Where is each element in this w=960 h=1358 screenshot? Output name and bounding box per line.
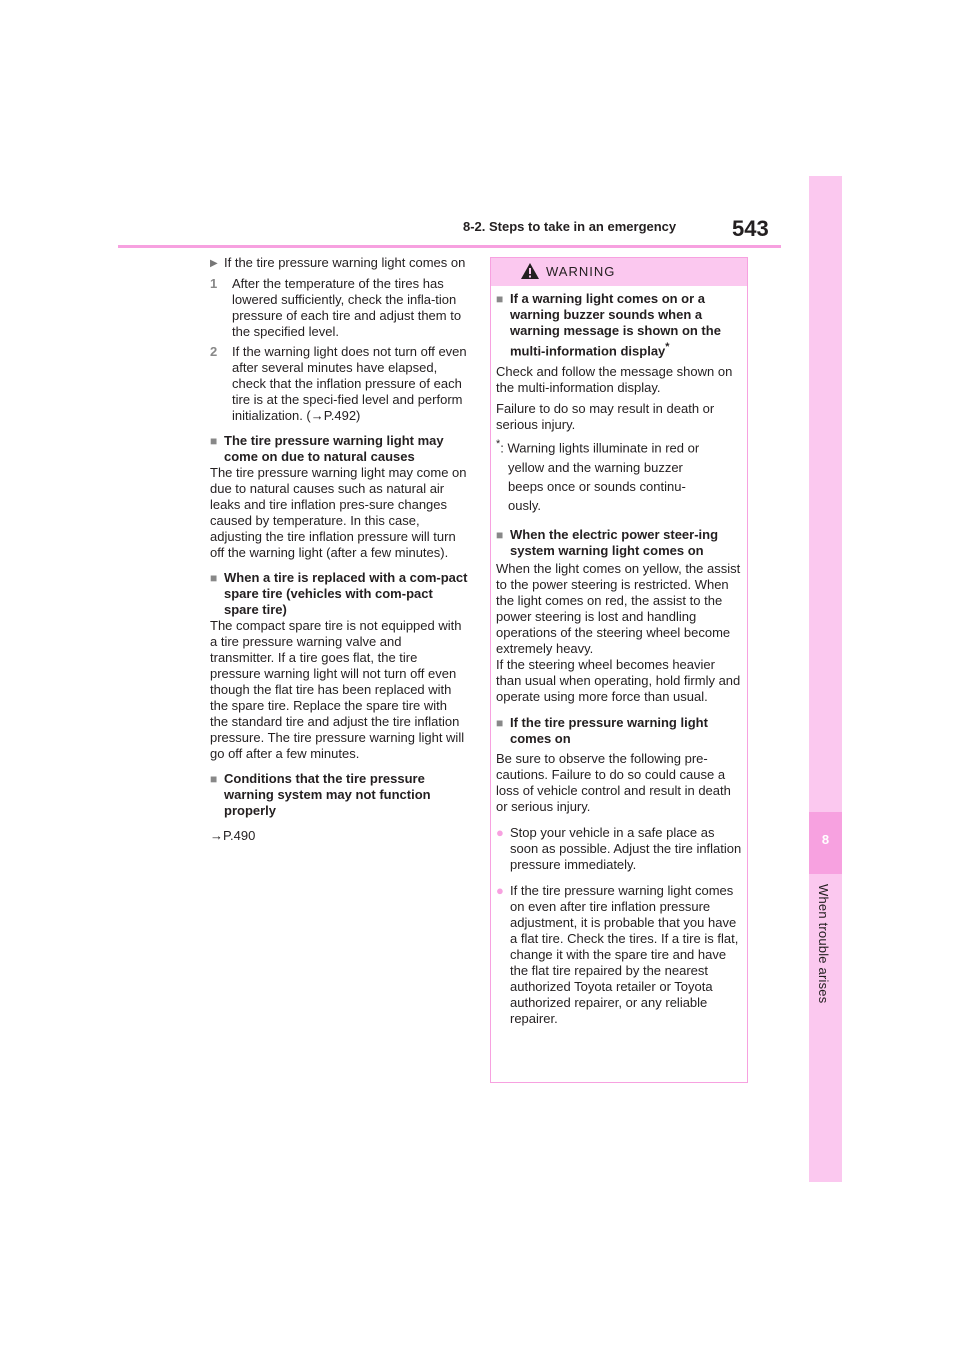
step-number: 2 xyxy=(210,344,218,359)
step-item xyxy=(210,276,468,340)
section-title: 8-2. Steps to take in an emergency xyxy=(463,219,677,234)
square-bullet-icon: ■ xyxy=(496,715,504,730)
warning-text: If the steering wheel becomes heavier than usual when operating, hold firmly and operate using more force than usual. xyxy=(496,656,741,704)
square-bullet-icon: ■ xyxy=(210,434,218,448)
warning-bullet-text: Stop your vehicle in a safe place as soon as possible. Adjust the tire inflation pressure immediately. xyxy=(510,824,742,872)
warning-heading-text: If the tire pressure warning light comes on xyxy=(510,714,708,746)
section-heading-text: The tire pressure warning light may come on due to natural causes xyxy=(224,433,444,464)
warning-content xyxy=(496,291,742,1027)
chapter-title: When trouble arises xyxy=(816,884,831,1004)
section-heading xyxy=(210,433,468,465)
step-text: After the temperature of the tires has lowered sufficiently, check the infla-tion pressure of each tire and adjust them to the specified level. xyxy=(232,276,462,339)
page-number: 543 xyxy=(732,216,769,241)
square-bullet-icon: ■ xyxy=(496,292,504,306)
warning-heading-text: When the electric power steer-ing system warning light comes on xyxy=(510,526,719,558)
warning-text: When the light comes on yellow, the assist to the power steering is restricted. When the light comes on red, the assist to the power steering is lost and handling operations of the steering wheel become extremely heavy. xyxy=(496,560,741,656)
intro-item xyxy=(210,255,468,272)
warning-triangle-icon xyxy=(520,262,540,280)
section-heading xyxy=(210,570,468,618)
warning-text: Check and follow the message shown on the multi-information display. xyxy=(496,364,733,396)
circle-bullet-icon: ● xyxy=(496,882,504,898)
warning-text: Be sure to observe the following pre-cautions. Failure to do so could cause a loss of vehicle control and result in death or serious injury. xyxy=(496,750,731,814)
square-bullet-icon: ■ xyxy=(210,571,218,585)
warning-bullet-item xyxy=(496,825,742,873)
section-heading-text: When a tire is replaced with a com-pact spare tire (vehicles with com-pact spare tire) xyxy=(224,570,468,617)
section-heading xyxy=(210,771,468,819)
section-text: The compact spare tire is not equipped with a tire pressure warning valve and transmitter. If a tire goes flat, the tire pressure warning light will not turn off even though the flat tire has been replaced with the spare tire. Replace the spare tire with the standard tire and adjust the tire inflation pressure. The tire pressure warning light will go off after a few minutes. xyxy=(210,618,465,761)
warning-text: Failure to do so may result in death or serious injury. xyxy=(496,401,715,433)
header-divider xyxy=(118,245,781,248)
warning-bullet-text: If the tire pressure warning light comes on even after tire inflation pressure adjustment, it is probable that you have a flat tire. Check the tires. If a tire is flat, change it with the spare tire and have the flat tire repaired by the nearest authorized Toyota retailer or Toyota authorized repairer, or any reliable repairer. xyxy=(510,882,739,1026)
footnote: *: Warning lights illuminate in red or yellow and the warning buzzer beeps once or sounds continu- ously. xyxy=(496,438,700,513)
warning-section-heading xyxy=(496,715,742,747)
warning-bullet-item xyxy=(496,883,742,1027)
square-bullet-icon: ■ xyxy=(210,772,218,786)
step-item xyxy=(210,344,468,424)
chapter-side-tab xyxy=(809,176,842,1182)
chapter-number: 8 xyxy=(821,832,830,847)
intro-text: If the tire pressure warning light comes on xyxy=(224,255,466,270)
warning-title: WARNING xyxy=(546,264,616,279)
warning-heading-text: If a warning light comes on or a warning buzzer sounds when a warning message is shown on the multi-information display* xyxy=(510,291,721,359)
left-column xyxy=(210,255,468,844)
section-link-reference[interactable]: →P.490 xyxy=(210,828,256,843)
circle-bullet-icon: ● xyxy=(496,824,504,840)
step-number: 1 xyxy=(210,276,218,291)
square-bullet-icon: ■ xyxy=(496,527,504,542)
arrow-right-icon: ▶ xyxy=(210,258,218,269)
warning-section-heading xyxy=(496,527,742,559)
section-heading-text: Conditions that the tire pressure warning system may not function properly xyxy=(224,771,431,818)
section-text: The tire pressure warning light may come on due to natural causes such as natural air leaks and tire inflation pres-sure changes caused by temperature. In this case, adjusting the tire inflation pressure will turn off the warning light (after a few minutes). xyxy=(210,465,467,560)
warning-section-heading xyxy=(496,291,742,359)
step-text: If the warning light does not turn off even after several minutes have elapsed, check that the inflation pressure of each tire is at the speci-fied level and perform initialization. (→P.492) xyxy=(232,344,467,423)
